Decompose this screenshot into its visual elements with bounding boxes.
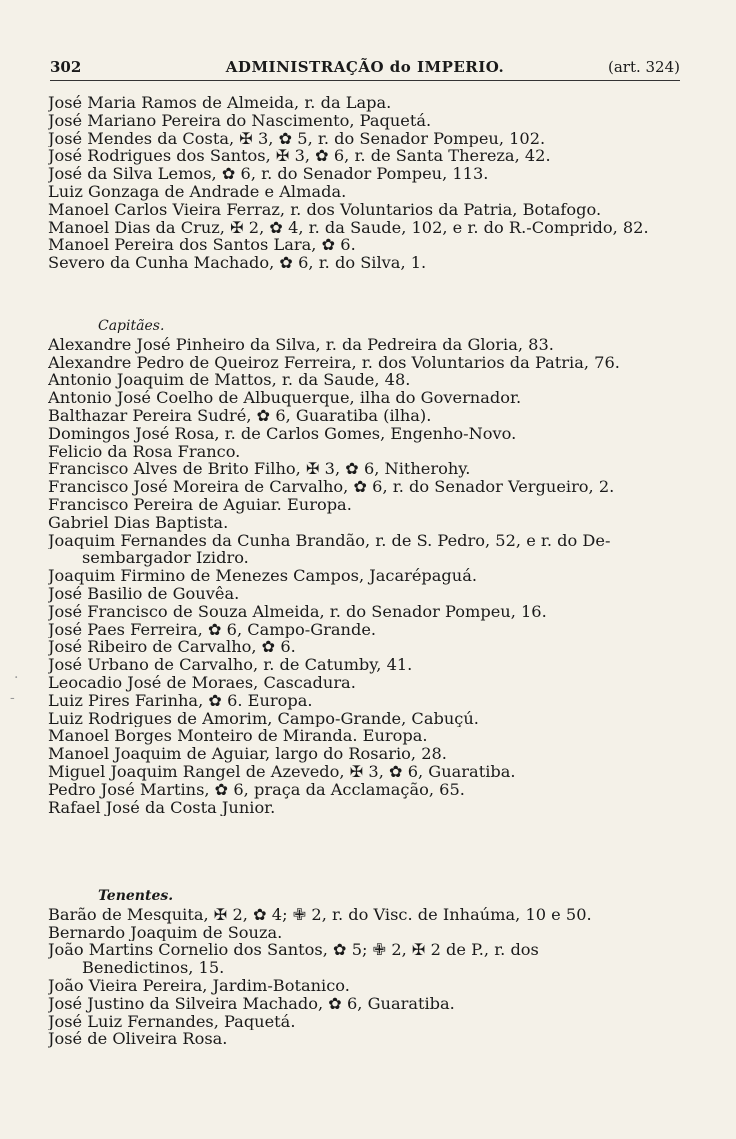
list-item-continuation: Benedictinos, 15. xyxy=(82,959,225,977)
list-item: Antonio José Coelho de Albuquerque, ilha do Governador. xyxy=(48,389,522,407)
page-header xyxy=(50,58,680,80)
list-item: Manoel Borges Monteiro de Miranda. Europa. xyxy=(48,727,428,746)
list-item: Francisco Alves de Brito Filho, ✠ 3, ✿ 6, Nitherohy. xyxy=(48,460,471,479)
margin-mark: · xyxy=(14,670,19,686)
list-item: João Martins Cornelio dos Santos, ✿ 5; ✙ 2, ✠ 2 de P., r. dos xyxy=(48,941,539,960)
list-item: Leocadio José de Moraes, Cascadura. xyxy=(48,673,356,692)
header-rule xyxy=(50,80,680,81)
list-item: Manoel Pereira dos Santos Lara, ✿ 6. xyxy=(48,236,356,255)
list-item: Pedro José Martins, ✿ 6, praça da Acclamação, 65. xyxy=(48,780,465,799)
list-item: Rafael José da Costa Junior. xyxy=(48,798,276,817)
list-item: Joaquim Firmino de Menezes Campos, Jacarépaguá. xyxy=(48,567,478,585)
list-item: Francisco Pereira de Aguiar. Europa. xyxy=(48,495,352,514)
list-item: Luiz Gonzaga de Andrade e Almada. xyxy=(48,182,347,201)
list-item: Barão de Mesquita, ✠ 2, ✿ 4; ✙ 2, r. do Visc. de Inhaúma, 10 e 50. xyxy=(48,905,592,924)
section-heading: Capitães. xyxy=(98,318,165,334)
list-item: José Francisco de Souza Almeida, r. do Senador Pompeu, 16. xyxy=(48,602,547,621)
list-item: Felicio da Rosa Franco. xyxy=(48,442,241,461)
list-item: José Paes Ferreira, ✿ 6, Campo-Grande. xyxy=(48,620,377,639)
list-item: Severo da Cunha Machado, ✿ 6, r. do Silva, 1. xyxy=(48,254,427,272)
page-title: ADMINISTRAÇÃO do IMPERIO. xyxy=(225,58,505,76)
page-number: 302 xyxy=(50,58,82,76)
section-unnamed-list xyxy=(48,94,698,272)
list-item: Alexandre Pedro de Queiroz Ferreira, r. dos Voluntarios da Patria, 76. xyxy=(48,353,620,372)
list-item-continuation: sembargador Izidro. xyxy=(82,549,249,568)
list-item: Luiz Pires Farinha, ✿ 6. Europa. xyxy=(48,691,313,710)
list-item: José Maria Ramos de Almeida, r. da Lapa. xyxy=(48,94,392,112)
list-item: Manoel Carlos Vieira Ferraz, r. dos Voluntarios da Patria, Botafogo. xyxy=(48,200,602,219)
list-item: José Mariano Pereira do Nascimento, Paquetá. xyxy=(48,111,432,130)
list-item: Balthazar Pereira Sudré, ✿ 6, Guaratiba (ilha). xyxy=(48,406,432,425)
list-item: Bernardo Joaquim de Souza. xyxy=(48,923,283,942)
list-item: José da Silva Lemos, ✿ 6, r. do Senador Pompeu, 113. xyxy=(48,165,489,183)
list-item: José de Oliveira Rosa. xyxy=(48,1030,228,1049)
list-item: Joaquim Fernandes da Cunha Brandão, r. de S. Pedro, 52, e r. do De- xyxy=(48,531,611,550)
list-item: Alexandre José Pinheiro da Silva, r. da Pedreira da Gloria, 83. xyxy=(48,335,554,354)
list-item: José Justino da Silveira Machado, ✿ 6, Guaratiba. xyxy=(48,994,455,1013)
article-reference: (art. 324) xyxy=(607,58,680,76)
list-item: José Luiz Fernandes, Paquetá. xyxy=(48,1012,296,1031)
list-item: Domingos José Rosa, r. de Carlos Gomes, Engenho-Novo. xyxy=(48,424,517,443)
list-item: José Urbano de Carvalho, r. de Catumby, 41. xyxy=(48,656,413,674)
section-tenentes xyxy=(48,888,698,1048)
list-item: Antonio Joaquim de Mattos, r. da Saude, 48. xyxy=(48,371,411,390)
list-item: José Rodrigues dos Santos, ✠ 3, ✿ 6, r. de Santa Thereza, 42. xyxy=(48,147,551,166)
list-item: Manoel Joaquim de Aguiar, largo do Rosario, 28. xyxy=(48,745,447,763)
list-item: Gabriel Dias Baptista. xyxy=(48,513,229,532)
list-item: José Basilio de Gouvêa. xyxy=(48,584,240,603)
section-heading: Tenentes. xyxy=(98,888,174,904)
list-item: Manoel Dias da Cruz, ✠ 2, ✿ 4, r. da Saude, 102, e r. do R.-Comprido, 82. xyxy=(48,218,649,237)
list-item: Francisco José Moreira de Carvalho, ✿ 6, r. do Senador Vergueiro, 2. xyxy=(48,478,615,496)
list-item: João Vieira Pereira, Jardim-Botanico. xyxy=(48,976,350,995)
list-item: José Ribeiro de Carvalho, ✿ 6. xyxy=(48,638,296,657)
list-item: José Mendes da Costa, ✠ 3, ✿ 5, r. do Senador Pompeu, 102. xyxy=(48,129,546,148)
margin-mark: - xyxy=(10,690,15,706)
list-item: Miguel Joaquim Rangel de Azevedo, ✠ 3, ✿ 6, Guaratiba. xyxy=(48,762,516,781)
list-item: Luiz Rodrigues de Amorim, Campo-Grande, Cabuçú. xyxy=(48,709,479,728)
section-capitaes xyxy=(48,318,698,816)
